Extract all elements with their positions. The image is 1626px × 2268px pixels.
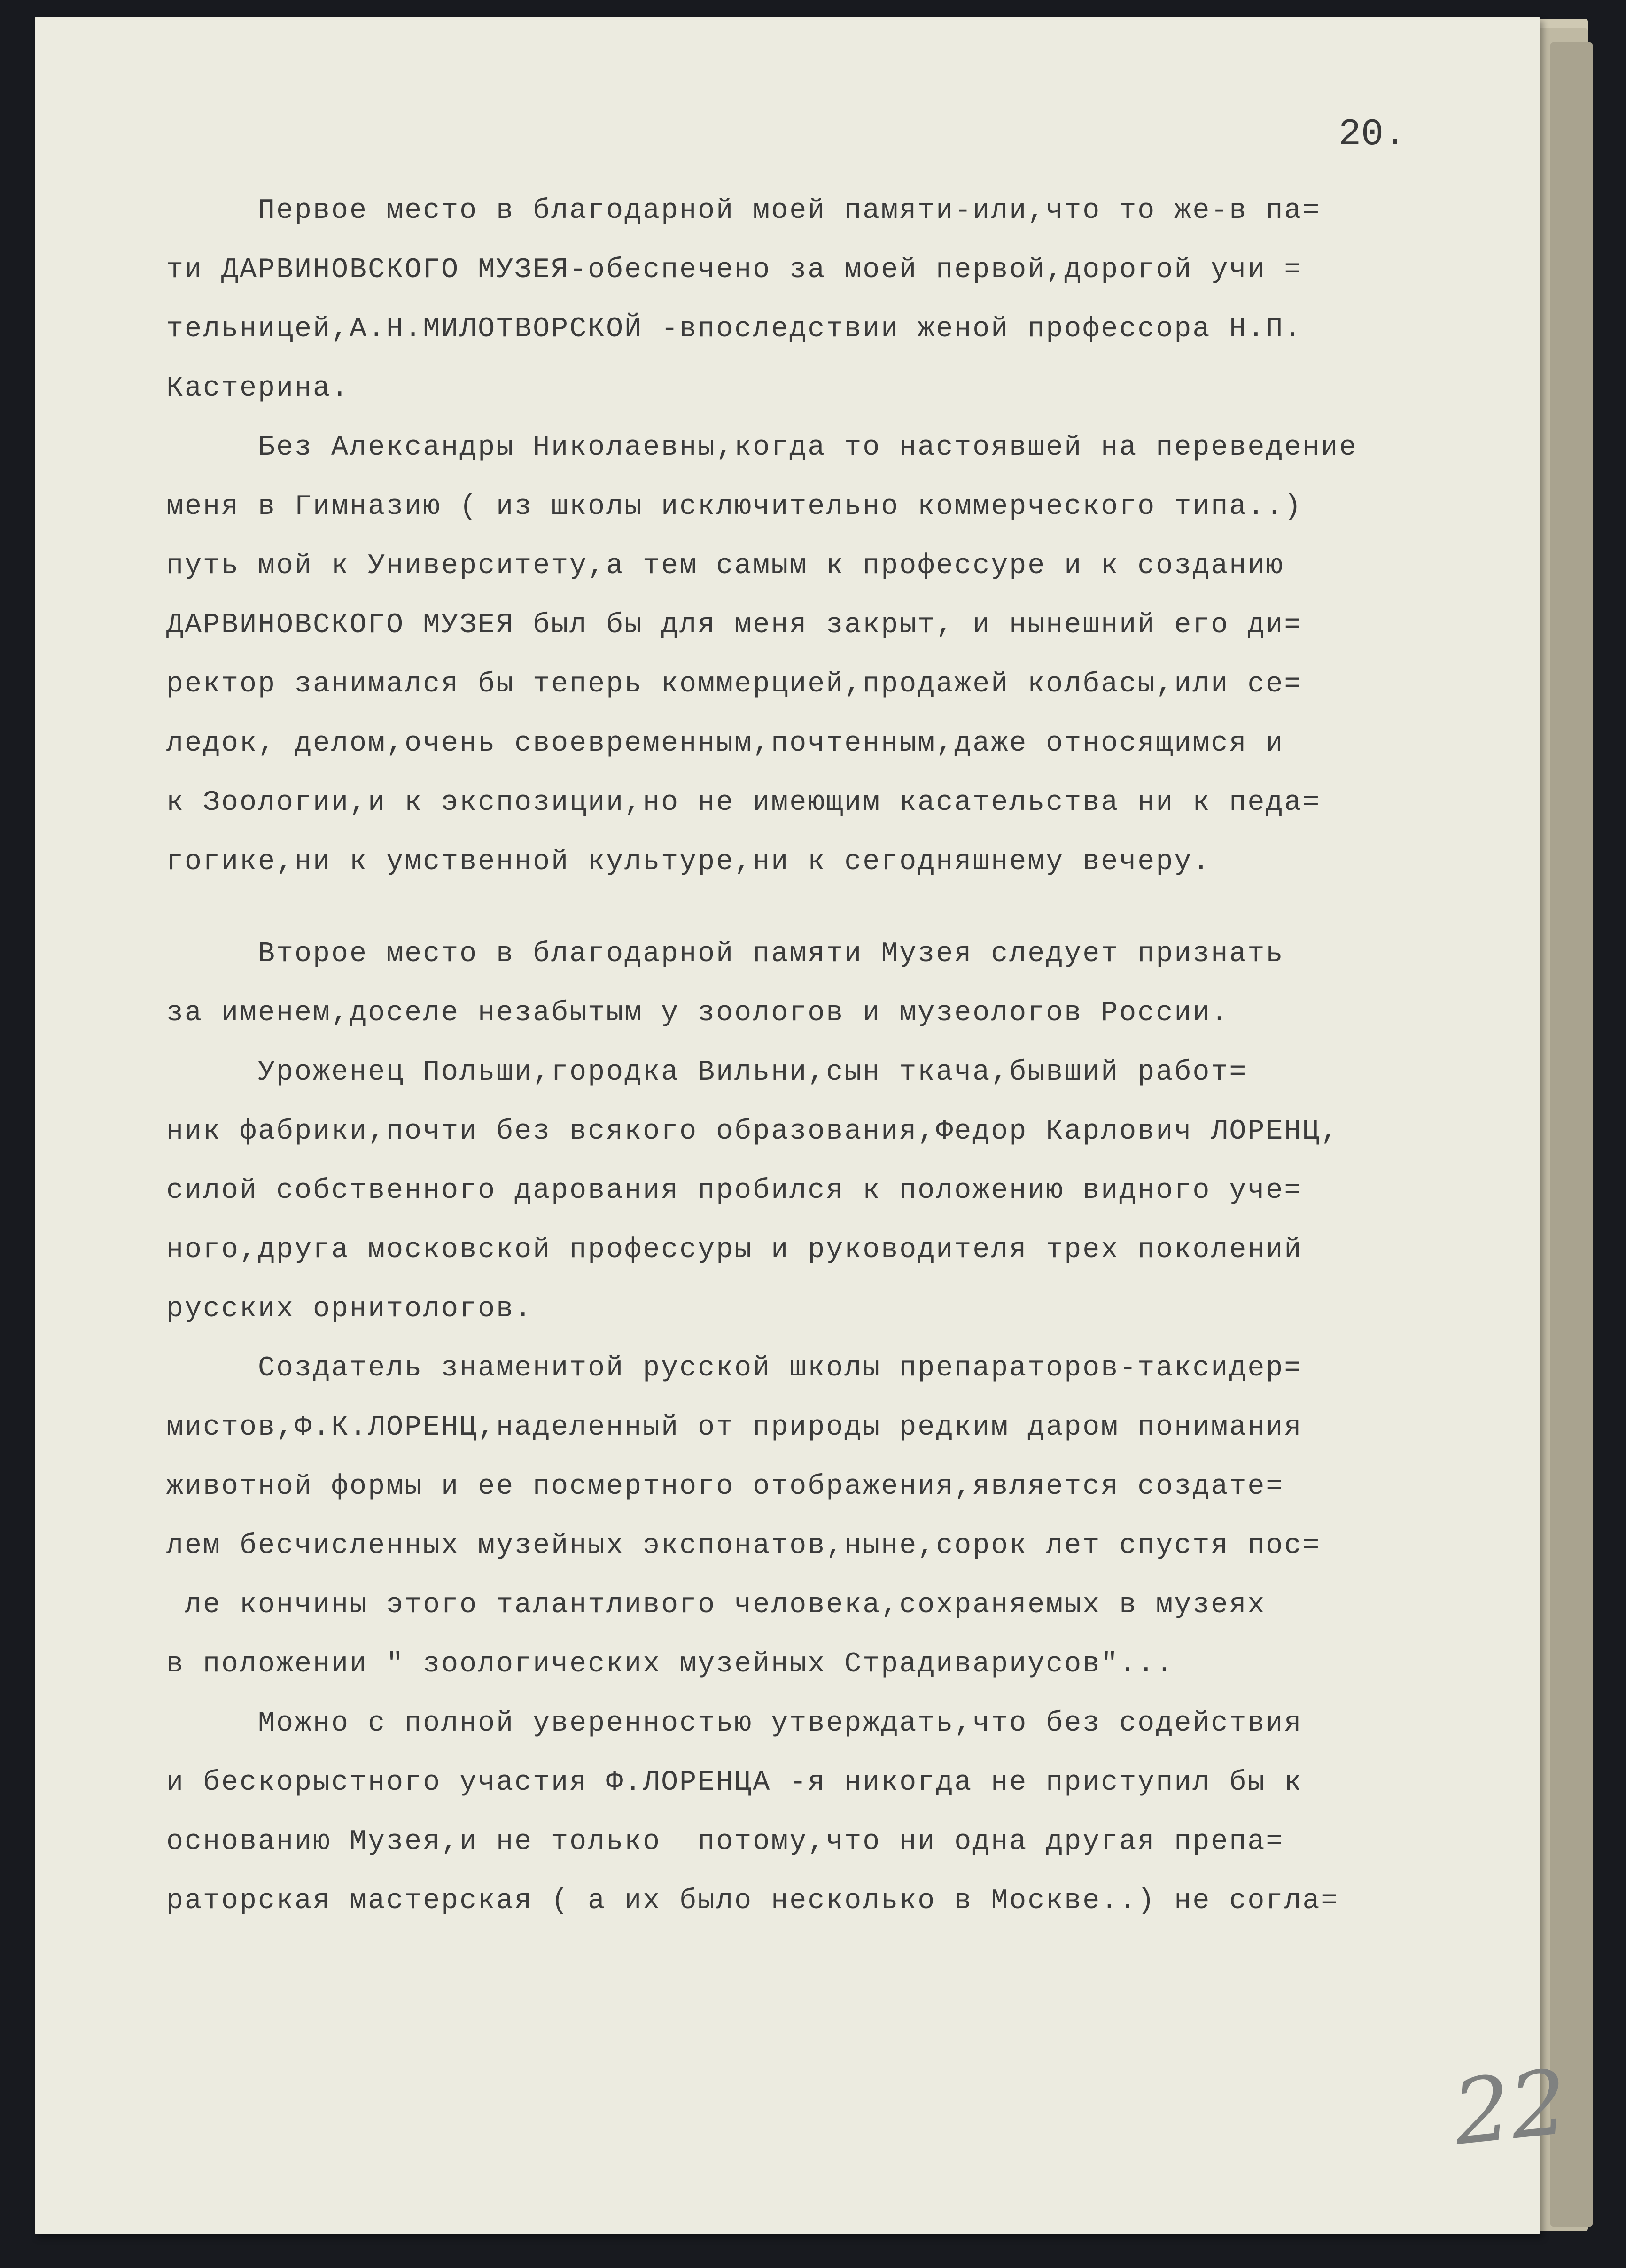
text-line: и бескорыстного участия Ф.ЛОРЕНЦА -я никогда не приступил бы к (166, 1767, 1303, 1799)
text-line: ле кончины этого талантливого человека,сохраняемых в музеях (166, 1589, 1266, 1621)
text-line: меня в Гимназию ( из школы исключительно коммерческого типа..) (166, 491, 1303, 523)
text-line: Создатель знаменитой русской школы препараторов-таксидер= (166, 1352, 1303, 1384)
text-line: путь мой к Университету,а тем самым к профессуре и к созданию (166, 550, 1284, 582)
text-line: ректор занимался бы теперь коммерцией,продажей колбасы,или се= (166, 668, 1303, 700)
handwritten-folio-number: 22 (1448, 2050, 1572, 2166)
text-line: силой собственного дарования пробился к положению видного уче= (166, 1175, 1303, 1207)
text-line: ледок, делом,очень своевременным,почтенным,даже относящимся и (166, 728, 1284, 760)
text-line: Первое место в благодарной моей памяти-или,что то же-в па= (166, 195, 1321, 227)
page-number: 20. (1338, 113, 1407, 156)
body-text (166, 181, 1557, 1931)
text-line: Без Александры Николаевны,когда то настоявшей на переведение (166, 432, 1358, 464)
text-line: животной формы и ее посмертного отображения,является создате= (166, 1471, 1284, 1503)
typewritten-page (35, 17, 1572, 2234)
text-line: Второе место в благодарной памяти Музея следует признать (166, 938, 1284, 970)
text-line: Можно с полной уверенностью утверждать,что без содействия (166, 1708, 1303, 1740)
text-line: ти ДАРВИНОВСКОГО МУЗЕЯ-обеспечено за моей первой,дорогой учи = (166, 254, 1303, 286)
text-line: основанию Музея,и не только потому,что ни одна другая препа= (166, 1826, 1284, 1858)
text-line: к Зоологии,и к экспозиции,но не имеющим касательства ни к педа= (166, 787, 1321, 819)
text-line: в положении " зоологических музейных Страдивариусов"... (166, 1648, 1175, 1680)
text-line: русских орнитологов. (166, 1293, 533, 1325)
text-line: ник фабрики,почти без всякого образования,Федор Карлович ЛОРЕНЦ, (166, 1116, 1339, 1148)
text-line: раторская мастерская ( а их было несколько в Москве..) не согла= (166, 1885, 1339, 1917)
text-line: тельницей,А.Н.МИЛОТВОРСКОЙ -впоследствии женой профессора Н.П. (166, 313, 1303, 345)
text-line: мистов,Ф.К.ЛОРЕНЦ,наделенный от природы редким даром понимания (166, 1412, 1303, 1444)
text-line: за именем,доселе незабытым у зоологов и музеологов России. (166, 997, 1229, 1029)
text-line: ДАРВИНОВСКОГО МУЗЕЯ был бы для меня закрыт, и нынешний его ди= (166, 609, 1303, 641)
text-line: Уроженец Польши,городка Вильни,сын ткача,бывший работ= (166, 1056, 1248, 1088)
text-line: лем бесчисленных музейных экспонатов,ныне,сорок лет спустя пос= (166, 1530, 1321, 1562)
text-line: Кастерина. (166, 373, 350, 404)
text-line: ного,друга московской профессуры и руководителя трех поколений (166, 1234, 1303, 1266)
text-line: гогике,ни к умственной культуре,ни к сегодняшнему вечеру. (166, 846, 1211, 878)
